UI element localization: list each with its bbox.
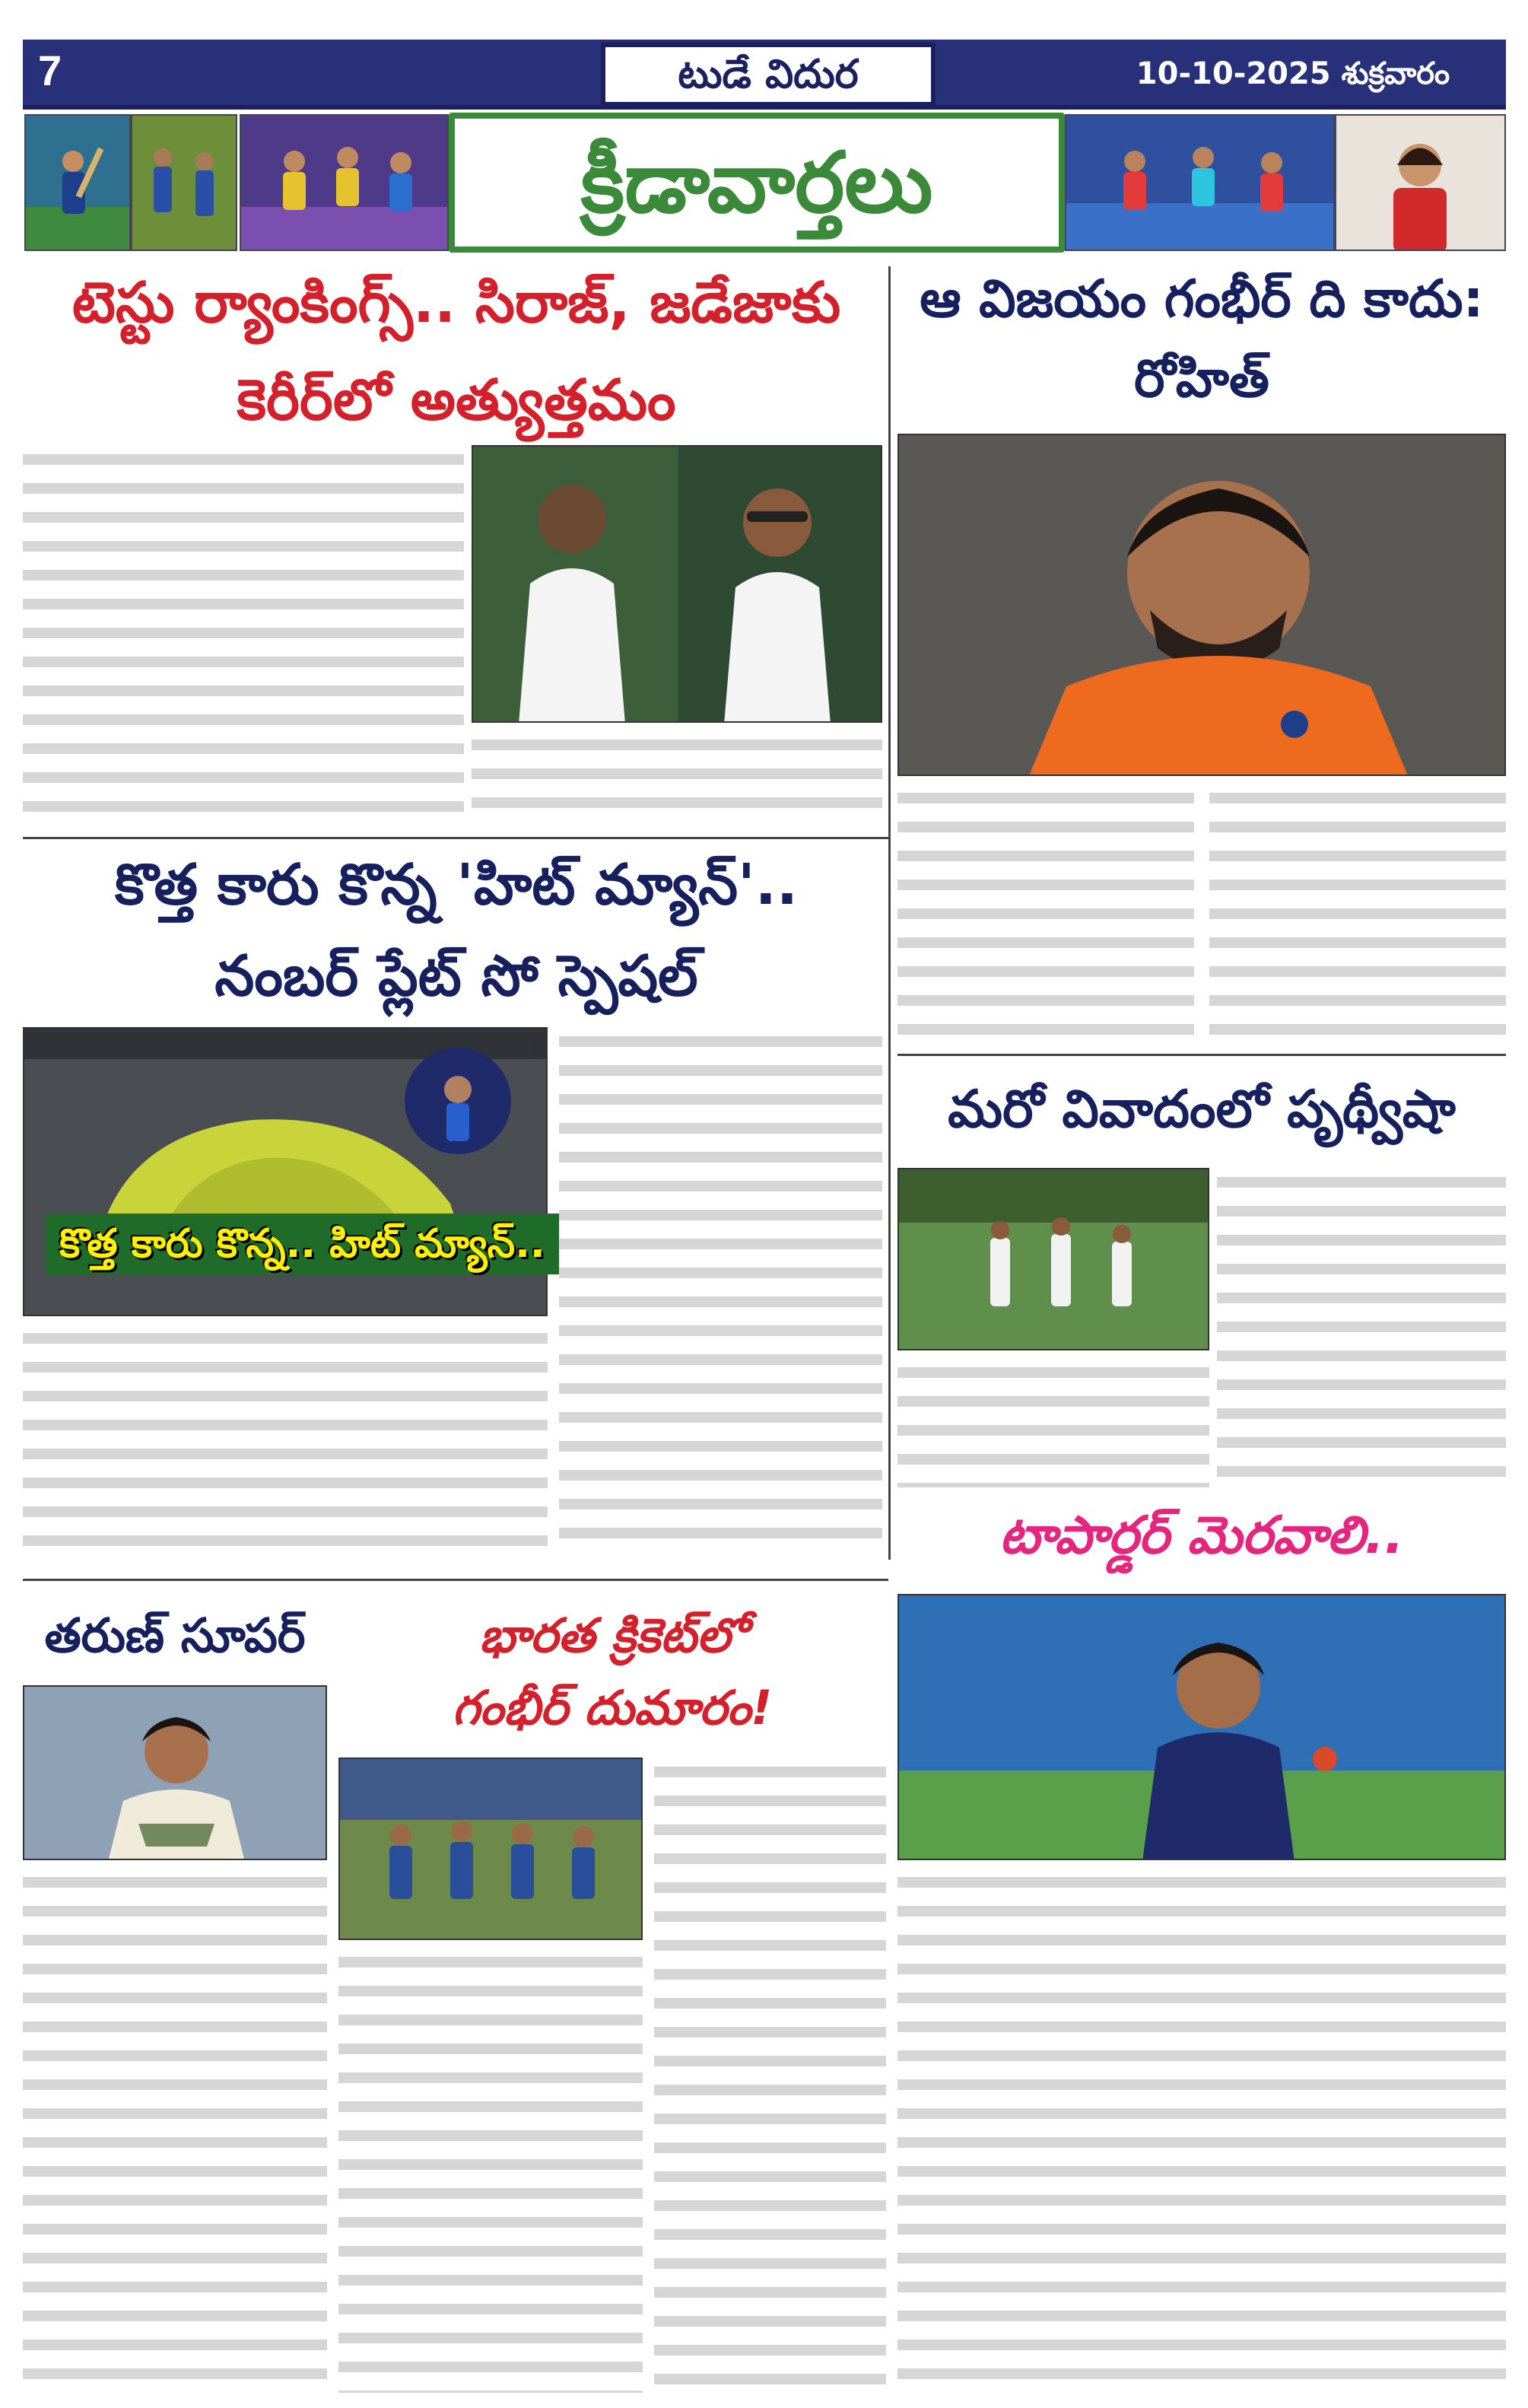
tarun-article-body xyxy=(23,1868,327,2393)
prithvi-shaw-article-body-col2 xyxy=(1217,1168,1506,1487)
gambhir-row-article-body-col2 xyxy=(654,1757,886,2393)
top-order-headline: టాపార్డర్ మెరవాలి.. xyxy=(999,1506,1404,1566)
gambhir-rohit-article-body-col2 xyxy=(1209,784,1506,1050)
rankings-headline-line2: కెరీర్‌లో అత్యుత్తమం xyxy=(237,367,676,433)
banner-photo-kabaddi xyxy=(240,114,449,251)
top-order-article-body xyxy=(897,1868,1506,2393)
tarun-photo-badminton-player xyxy=(23,1685,327,1860)
rankings-article-body-continued xyxy=(472,730,882,822)
gambhir-row-headline-line1: భారత క్రికెట్‌లో xyxy=(479,1608,745,1663)
top-order-photo-harmanpreet xyxy=(897,1594,1506,1860)
section-banner-sports-news: క్రీడావార్తలు xyxy=(449,113,1065,253)
prithvi-shaw-photo-match xyxy=(897,1168,1209,1350)
new-car-article-body xyxy=(23,1324,548,1552)
rankings-photo-siraj-jadeja xyxy=(472,445,882,723)
gambhir-rohit-article-body xyxy=(897,784,1194,1050)
new-car-photo-caption: కొత్త కారు కొన్న.. హిట్ మ్యాన్.. xyxy=(46,1214,559,1274)
banner-photo-cricket-team xyxy=(131,114,237,251)
new-car-headline-line1: కొత్త కారు కొన్న 'హిట్ మ్యాన్'.. xyxy=(115,852,798,918)
gambhir-rohit-headline-line1: ఆ విజయం గంభీర్ ది కాదు: xyxy=(920,269,1484,329)
section-divider xyxy=(23,1579,888,1581)
masthead: టుడే విదుర xyxy=(601,43,936,107)
gambhir-rohit-headline-line2: రోహిత్ xyxy=(1134,349,1269,409)
banner-photo-badminton-player xyxy=(1335,114,1506,251)
gambhir-row-headline-line2: గంభీర్ దుమారం! xyxy=(452,1680,773,1735)
gambhir-row-photo-team-huddle xyxy=(338,1757,643,1940)
banner-photo-cricket-batsman xyxy=(24,114,131,251)
new-car-headline-line2: నంబర్ ప్లేట్ సో స్పెషల్ xyxy=(214,943,698,1009)
dateline: 10-10-2025 శుక్రవారం xyxy=(1136,56,1450,91)
tarun-headline: తరుణ్ సూపర్ xyxy=(44,1608,306,1663)
page-number: 7 xyxy=(38,46,62,94)
new-car-article-body-col2 xyxy=(559,1027,882,1552)
section-divider xyxy=(23,837,888,839)
prithvi-shaw-article-body xyxy=(897,1358,1209,1487)
gambhir-row-article-body xyxy=(338,1948,643,2393)
banner-photo-women-kabaddi xyxy=(1065,114,1335,251)
gambhir-rohit-photo-rohit xyxy=(897,434,1506,776)
section-divider xyxy=(897,1054,1506,1056)
prithvi-shaw-headline: మరో వివాదంలో పృథ్వీషా xyxy=(948,1080,1456,1140)
rankings-headline-line1: టెస్టు ర్యాంకింగ్స్.. సిరాజ్, జడేజాకు xyxy=(71,270,841,336)
rankings-article-body xyxy=(23,445,464,822)
